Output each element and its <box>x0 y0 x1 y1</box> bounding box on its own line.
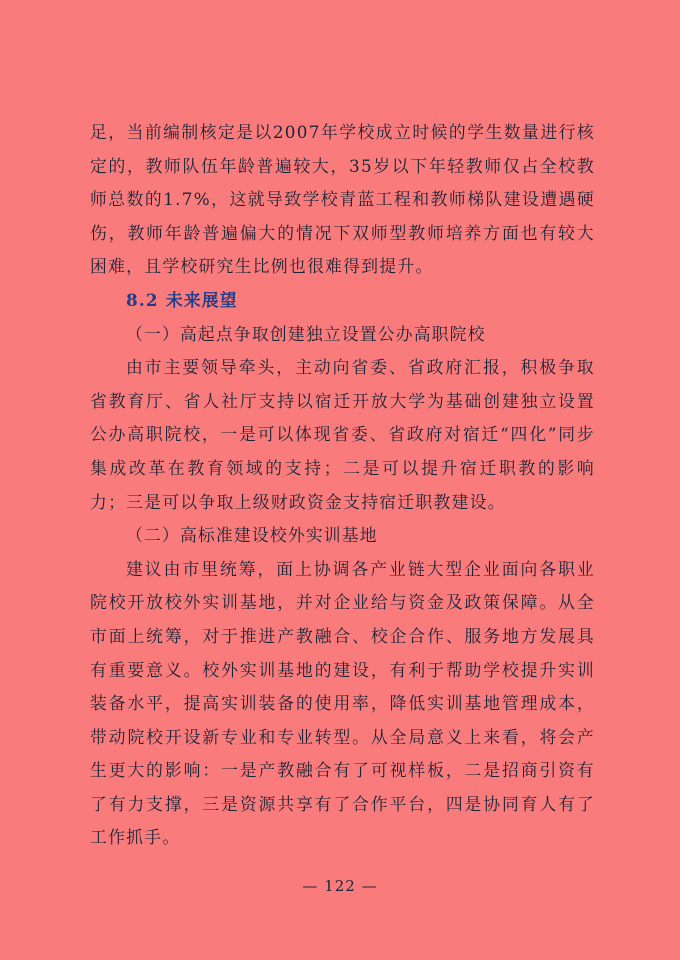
section-heading-future-outlook: 8.2 未来展望 <box>126 289 238 310</box>
paragraph-independent-college: 由市主要领导牵头，主动向省委、省政府汇报，积极争取省教育厅、省人社厅支持以宿迁开放大学为基础创建独立设置公办高职院校，一是可以体现省委、省政府对宿迁“四化”同步集成改革在教育领域的支持；二是可以提升宿迁职教的影响力；三是可以争取上级财政资金支持宿迁职教建设。 <box>90 357 595 512</box>
subheading-independent-college: （一）高起点争取创建独立设置公办高职院校 <box>126 323 486 344</box>
paragraph-training-base: 建议由市里统筹，面上协调各产业链大型企业面向各职业院校开放校外实训基地，并对企业给与资金及政策保障。从全市面上统筹，对于推进产教融合、校企合作、服务地方发展具有重要意义。校外实训基地的建设，有利于帮助学校提升实训装备水平，提高实训装备的使用率，降低实训基地管理成本，带动院校开设新专业和专业转型。从全局意义上来看，将会产生更大的影响：一是产教融合有了可视样板，二是招商引资有了有力支撑，三是资源共享有了合作平台，四是协同育人有了工作抓手。 <box>90 558 595 848</box>
document-body <box>90 116 595 855</box>
page-number: — 122 — <box>302 877 378 895</box>
subheading-training-base: （二）高标准建设校外实训基地 <box>126 525 378 546</box>
paragraph-staffing-issue: 足，当前编制核定是以2007年学校成立时候的学生数量进行核定的，教师队伍年龄普遍较大，35岁以下年轻教师仅占全校教师总数的1.7%，这就导致学校青蓝工程和教师梯队建设遭遇硬伤，教师年龄普遍偏大的情况下双师型教师培养方面也有较大困难，且学校研究生比例也很难得到提升。 <box>90 122 595 277</box>
